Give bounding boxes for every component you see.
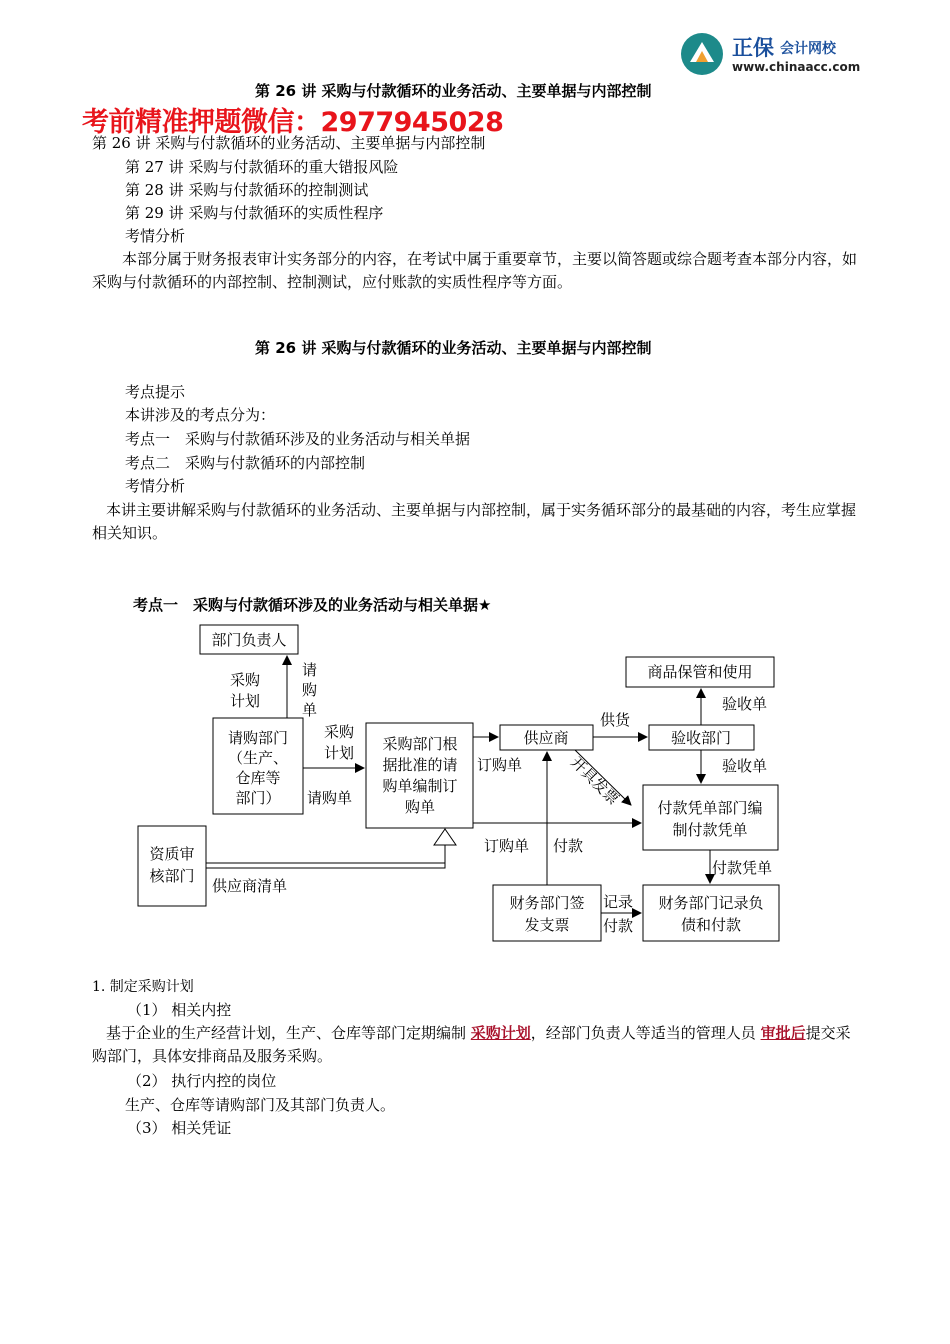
arrow-supplier-list-head: [434, 829, 456, 845]
label-payment: 付款: [553, 837, 584, 855]
step1-sub2: （2） 执行内控的岗位: [127, 1072, 277, 1090]
svg-text:核部门: 核部门: [149, 867, 195, 885]
svg-text:付款凭单部门编: 付款凭单部门编: [657, 799, 763, 817]
analysis-text: 本部分属于财务报表审计实务部分的内容，在考试中属于重要章节，主要以简答题或综合题考查本部分内容，如采购与付款循环的内部控制、控制测试，应付账款的实质性程序等方面。: [92, 250, 858, 291]
label-invoice: 开具发票: [567, 753, 623, 809]
promo-banner: 考前精准押题微信：2977945028: [82, 107, 504, 138]
svg-text:购单编制订: 购单编制订: [382, 777, 458, 795]
flow-diagram: [0, 615, 950, 955]
svg-text:请购部门: 请购部门: [227, 729, 289, 747]
receiving-dept-box: [649, 725, 754, 750]
logo-icon: [680, 32, 724, 76]
step1-sub1: （1） 相关内控: [127, 1001, 232, 1019]
logo-subtitle: 会计网校: [780, 41, 836, 57]
analysis-label: 考情分析: [125, 227, 186, 245]
label-record: 付款: [603, 917, 634, 935]
point-item: 考点一 采购与付款循环涉及的业务活动与相关单据: [125, 430, 471, 448]
step1-sub3: （3） 相关凭证: [127, 1119, 232, 1137]
logo-name: 正保: [732, 36, 774, 60]
storage-box: [626, 657, 774, 687]
label-receipt1: 验收单: [722, 695, 768, 713]
purchasing-dept-box: [366, 723, 473, 828]
svg-text:仓库等: 仓库等: [235, 769, 281, 787]
qualification-dept-box: [138, 826, 206, 906]
svg-text:财务部门签: 财务部门签: [509, 894, 585, 912]
doc-title: 第 26 讲 采购与付款循环的业务活动、主要单据与内部控制: [255, 82, 652, 100]
label-requisition-v: 单: [302, 701, 318, 719]
svg-text:商品保管和使用: 商品保管和使用: [647, 663, 753, 681]
label-purchase-plan2: 计划: [324, 744, 355, 762]
tips-label: 考点提示: [125, 383, 186, 401]
label-po2: 订购单: [484, 837, 530, 855]
svg-text:资质审: 资质审: [149, 845, 195, 863]
label-purchase-plan: 采购: [230, 671, 261, 689]
toc-item: 第 27 讲 采购与付款循环的重大错报风险: [125, 158, 399, 176]
label-po1: 订购单: [477, 756, 523, 774]
svg-text:财务部门记录负: 财务部门记录负: [658, 894, 764, 912]
svg-text:部门）: 部门）: [235, 789, 281, 807]
analysis2-text: 本讲主要讲解采购与付款循环的业务活动、主要单据与内部控制，属于实务循环部分的最基础的内容，考生应掌握相关知识。: [92, 501, 857, 542]
voucher-dept-box: [643, 785, 778, 850]
toc-item: 第 29 讲 采购与付款循环的实质性程序: [125, 204, 384, 222]
logo: [680, 30, 880, 80]
label-purchase-plan: 计划: [230, 692, 261, 710]
point-item: 考点二 采购与付款循环的内部控制: [125, 454, 366, 472]
label-purchase-plan2: 采购: [324, 723, 355, 741]
label-voucher: 付款凭单: [712, 859, 773, 877]
arrow-supplier-list: [206, 830, 455, 868]
svg-text:验收部门: 验收部门: [670, 729, 732, 747]
supplier-box: [500, 725, 593, 750]
svg-text:部门负责人: 部门负责人: [211, 631, 287, 649]
svg-text:制付款凭单: 制付款凭单: [672, 821, 748, 839]
step1-title: 1. 制定采购计划: [92, 979, 194, 995]
label-receipt2: 验收单: [722, 757, 768, 775]
lecture-title: 第 26 讲 采购与付款循环的业务活动、主要单据与内部控制: [255, 339, 652, 357]
svg-text:债和付款: 债和付款: [680, 916, 742, 934]
requesting-dept-box: [213, 718, 303, 814]
analysis2-label: 考情分析: [125, 477, 186, 495]
svg-text:供应商: 供应商: [523, 729, 569, 747]
step1-paragraph: 基于企业的生产经营计划，生产、仓库等部门定期编制 采购计划，经部门负责人等适当的管理人员 审批后提交采购部门，具体安排商品及服务采购。: [92, 1024, 851, 1065]
label-requisition-v: 购: [302, 681, 318, 699]
label-supplier-list: 供应商清单: [212, 877, 288, 895]
label-supply: 供货: [600, 711, 631, 729]
label-requisition-v: 请: [302, 661, 318, 679]
toc-item: 第 28 讲 采购与付款循环的控制测试: [125, 181, 369, 199]
label-requisition: 请购单: [307, 789, 353, 807]
svg-text:发支票: 发支票: [524, 916, 570, 934]
highlight-approved: 审批后: [760, 1024, 806, 1042]
toc-item: 第 26 讲 采购与付款循环的业务活动、主要单据与内部控制: [92, 134, 486, 152]
svg-text:购单: 购单: [404, 798, 436, 816]
finance-sign-box: [493, 885, 601, 941]
svg-text:据批准的请: 据批准的请: [382, 756, 458, 774]
label-record: 记录: [603, 893, 634, 911]
dept-head-box: [200, 625, 298, 654]
tips-intro: 本讲涉及的考点分为：: [125, 406, 276, 424]
finance-record-box: [643, 885, 779, 941]
svg-text:（生产、: （生产、: [227, 749, 289, 767]
section-title: 考点一 采购与付款循环涉及的业务活动与相关单据★: [133, 596, 492, 614]
svg-text:采购部门根: 采购部门根: [382, 735, 458, 753]
logo-url: www.chinaacc.com: [732, 60, 861, 74]
step1-sub2-text: 生产、仓库等请购部门及其部门负责人。: [125, 1096, 396, 1114]
highlight-purchase-plan: 采购计划: [470, 1024, 531, 1042]
